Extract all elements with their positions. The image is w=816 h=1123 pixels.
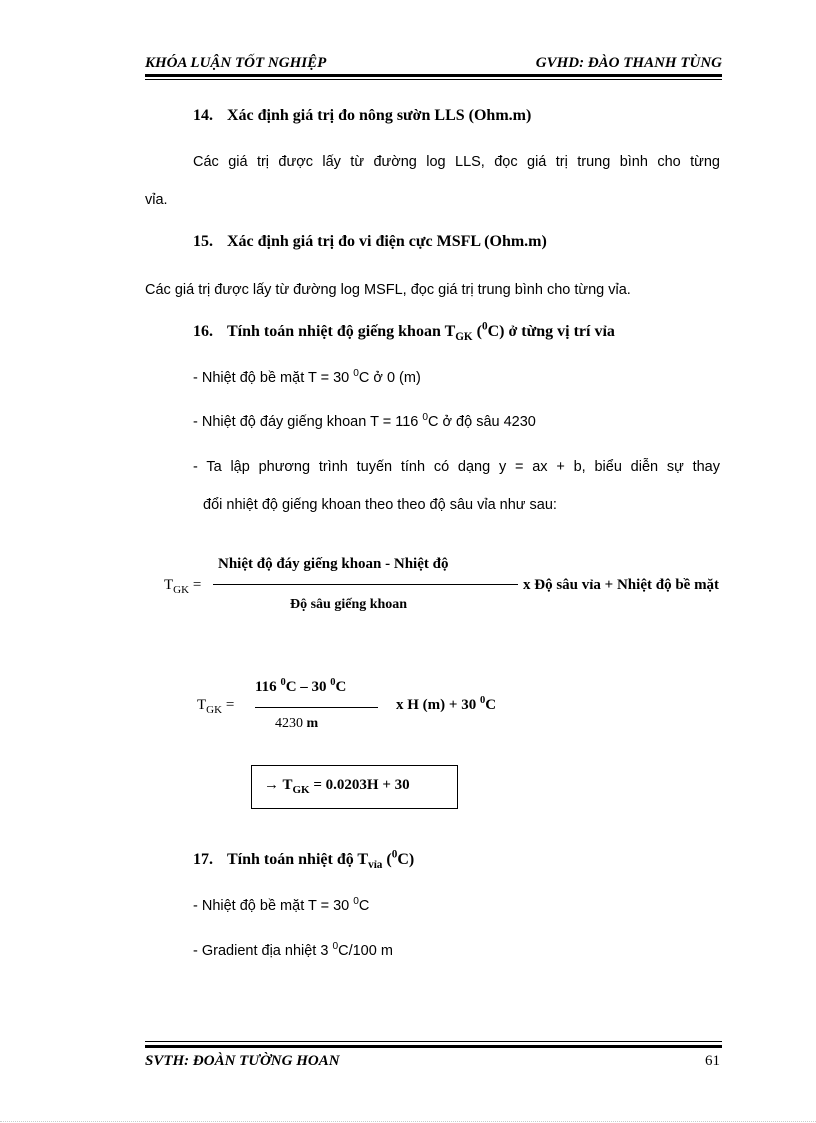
s17-bullet-2-sup: 0 [332, 941, 339, 953]
section-17-bullet-1 [193, 898, 369, 914]
footer-rule-thin [145, 1041, 722, 1042]
footer-author: SVTH: ĐOÀN TƯỜNG HOAN [145, 1053, 340, 1069]
formula-2-num-a: 116 [255, 679, 281, 695]
result-formula [264, 777, 410, 794]
formula-2-num-b: C – 30 [285, 679, 331, 695]
section-14-number: 14. [193, 107, 213, 124]
section-17-number: 17. [193, 851, 213, 868]
header-right: GVHD: ĐÀO THANH TÙNG [535, 55, 722, 71]
s17-bullet-2-text: - Gradient địa nhiệt 3 [193, 943, 333, 959]
section-16-heading [193, 320, 615, 344]
formula-2-lhs-t: T [197, 697, 207, 713]
formula-1-numerator: Nhiệt độ đáy giếng khoan - Nhiệt độ [218, 556, 449, 572]
formula-1-denominator: Độ sâu giếng khoan [290, 597, 408, 612]
bullet-1-text: - Nhiệt độ bề mặt T = 30 [193, 370, 354, 386]
section-15-number: 15. [193, 233, 213, 250]
formula-2-lhs-sub: GK [206, 704, 223, 716]
footer-rule-thick [145, 1045, 722, 1048]
formula-2-rhs [396, 697, 496, 714]
section-16-bullet-3-line2: đổi nhiệt độ giếng khoan theo theo độ sâu vỉa như sau: [203, 497, 557, 513]
section-17-bullet-2 [193, 943, 393, 959]
page-bottom-dotted-line [0, 1121, 816, 1122]
section-16-bullet-1 [193, 370, 421, 386]
result-t: T [279, 777, 293, 793]
header-rule-thick [145, 74, 722, 77]
formula-2-num-a-sup: 0 [280, 677, 286, 688]
section-17-title-mid: ( [382, 851, 392, 868]
section-17-title-post: C) [397, 851, 415, 868]
result-sub: GK [292, 784, 310, 796]
section-15-heading [193, 233, 547, 251]
section-16-number: 16. [193, 323, 213, 340]
s17-bullet-2-unit: C/100 m [338, 943, 393, 959]
section-15-title: Xác định giá trị đo vi điện cực MSFL (Ohm.m) [227, 233, 547, 250]
formula-2-num-c: C [335, 679, 347, 695]
section-15-paragraph: Các giá trị được lấy từ đường log MSFL, đọc giá trị trung bình cho từng vỉa. [145, 282, 631, 298]
formula-1-equals: = [189, 577, 202, 593]
section-14-paragraph-line1: Các giá trị được lấy từ đường log LLS, đọc giá trị trung bình cho từng [193, 154, 720, 170]
header-rule-thin [145, 79, 722, 80]
section-16-title-post: C) ở từng vị trí vỉa [487, 323, 615, 340]
formula-2-numerator [255, 679, 346, 696]
page-number: 61 [705, 1053, 720, 1069]
section-16-title-pre: Tính toán nhiệt độ giếng khoan T [227, 323, 456, 340]
section-17-title-sup: 0 [391, 848, 398, 861]
section-14-title: Xác định giá trị đo nông sườn LLS (Ohm.m) [227, 107, 532, 124]
bullet-2-unit: C ở độ sâu 4230 [428, 414, 536, 430]
s17-bullet-1-sup: 0 [353, 896, 359, 908]
header-left: KHÓA LUẬN TỐT NGHIỆP [145, 55, 327, 71]
section-17-heading [193, 848, 415, 872]
formula-2-fraction-bar [255, 707, 378, 708]
section-16-title-sup: 0 [481, 320, 488, 333]
s17-bullet-1-text: - Nhiệt độ bề mặt T = 30 [193, 898, 354, 914]
formula-2-rhs-sup: 0 [479, 695, 486, 706]
formula-2-denominator [275, 716, 318, 732]
formula-1-rhs: x Độ sâu vỉa + Nhiệt độ bề mặt [523, 577, 720, 593]
formula-1-lhs-t: T [164, 577, 174, 593]
formula-2-equals: = [222, 697, 235, 713]
section-16-title-mid: ( [472, 323, 482, 340]
bullet-1-sup: 0 [353, 368, 359, 380]
result-box [251, 765, 458, 809]
section-16-bullet-2 [193, 414, 536, 430]
section-14-heading [193, 107, 531, 125]
arrow-right-icon: → [264, 777, 279, 793]
formula-1-lhs [164, 577, 201, 594]
section-17-title-sub: vỉa [368, 859, 383, 872]
result-expression: = 0.0203H + 30 [309, 777, 410, 793]
formula-2-den-value: 4230 [275, 716, 307, 731]
formula-2-den-unit: m [306, 716, 319, 731]
section-17-title-pre: Tính toán nhiệt độ T [227, 851, 369, 868]
formula-1-fraction-bar [213, 584, 518, 585]
section-14-paragraph-line2: vỉa. [145, 192, 168, 208]
formula-2-rhs-pre: x H (m) + 30 [396, 697, 480, 713]
section-16-title-sub: GK [455, 331, 473, 344]
formula-2-lhs [197, 697, 234, 714]
bullet-1-unit: C ở 0 (m) [358, 370, 421, 386]
bullet-2-sup: 0 [422, 412, 428, 424]
formula-2-num-b-sup: 0 [330, 677, 336, 688]
bullet-2-text: - Nhiệt độ đáy giếng khoan T = 116 [193, 414, 423, 430]
formula-1-lhs-sub: GK [173, 584, 190, 596]
formula-2-rhs-post: C [485, 697, 497, 713]
s17-bullet-1-unit: C [358, 898, 370, 914]
section-16-bullet-3-line1: - Ta lập phương trình tuyến tính có dạng y = ax + b, biểu diễn sự thay [193, 459, 720, 475]
